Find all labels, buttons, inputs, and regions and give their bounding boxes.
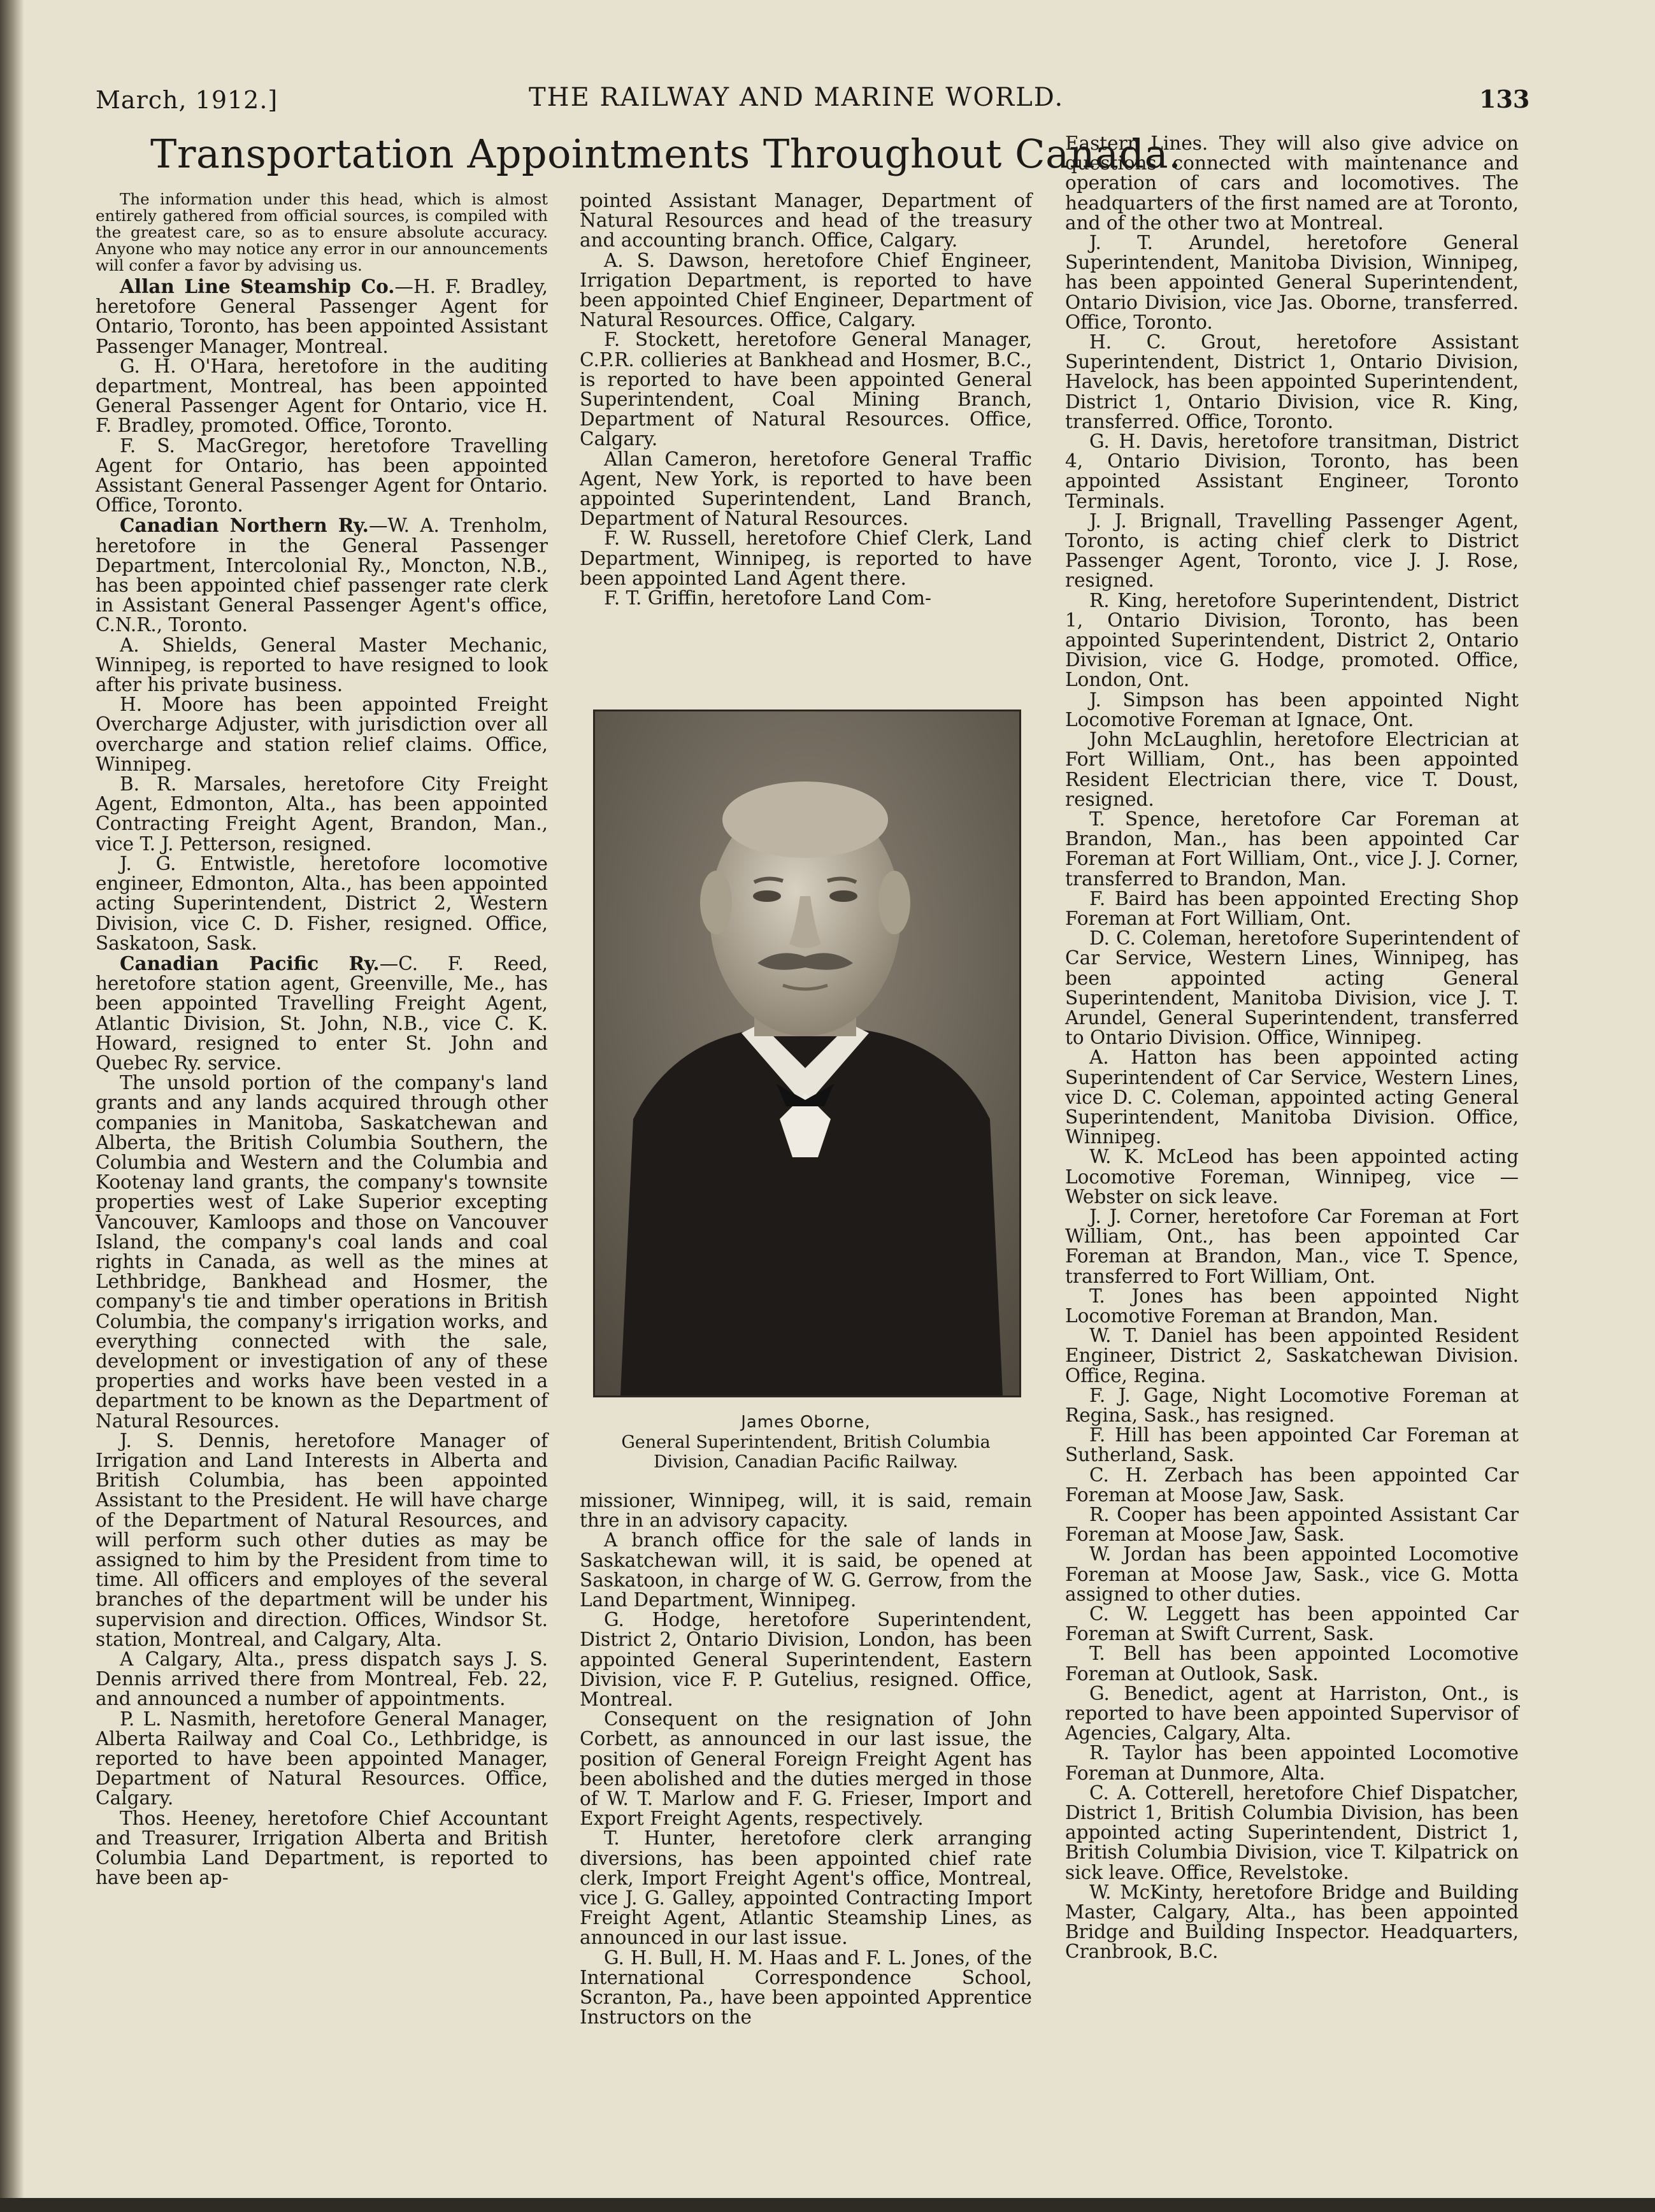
paragraph-text: W. McKinty, heretofore Bridge and Building Master, Calgary, Alta., has been appointed Bridge and Building Inspector. Headquarters, Cranbrook, B.C. xyxy=(1065,1881,1519,1963)
paragraph xyxy=(1065,591,1519,690)
paragraph xyxy=(580,589,1032,608)
paragraph-text: Consequent on the resignation of John Corbett, as announced in our last issue, the position of General Foreign Freight Agent has been abolished and the duties merged in those of W. T. Marlow and F. G. Frieser, Import and Export Freight Agents, respectively. xyxy=(580,1708,1032,1830)
paragraph xyxy=(96,695,548,774)
paragraph xyxy=(1065,929,1519,1048)
section-heading: Allan Line Steamship Co. xyxy=(120,275,395,297)
paragraph-text: W. T. Daniel has been appointed Resident Engineer, District 2, Saskatchewan Division. Office, Regina. xyxy=(1065,1325,1519,1387)
paragraph xyxy=(580,1491,1032,1531)
paragraph-text: H. C. Grout, heretofore Assistant Superintendent, District 1, Ontario Division, Havelock, has been appointed Superintendent, District 1, Ontario Division, vice R. King, transferred. Office, Toronto. xyxy=(1065,331,1519,432)
paragraph-text: G. Hodge, heretofore Superintendent, District 2, Ontario Division, London, has been appointed General Superintendent, Eastern Division, vice F. P. Gutelius, resigned. Office, Montreal. xyxy=(580,1609,1032,1711)
paragraph xyxy=(96,515,548,635)
paragraph-text: —H. F. Bradley, heretofore General Passenger Agent for Ontario, Toronto, has been appointed Assistant Passenger Manager, Montreal. xyxy=(96,276,548,357)
paragraph xyxy=(96,436,548,516)
paragraph-text: C. A. Cotterell, heretofore Chief Dispatcher, District 1, British Columbia Division, has been appointed acting Superintendent, District 1, British Columbia Division, vice T. Kilpatrick on sick leave. Office, Revelstoke. xyxy=(1065,1781,1519,1883)
paragraph xyxy=(96,1650,548,1709)
header-date: March, 1912.] xyxy=(96,86,278,114)
paragraph-text: Allan Cameron, heretofore General Traffic Agent, New York, is reported to have been appointed Superintendent, Land Branch, Department of Natural Resources. xyxy=(580,448,1032,530)
paragraph xyxy=(96,276,548,357)
paragraph-text: G. H. Davis, heretofore transitman, District 4, Ontario Division, Toronto, has been appointed Assistant Engineer, Toronto Terminals. xyxy=(1065,431,1519,512)
section-heading: Canadian Northern Ry. xyxy=(120,514,369,537)
paragraph xyxy=(1065,233,1519,332)
paragraph xyxy=(1065,1147,1519,1207)
paragraph-text: B. R. Marsales, heretofore City Freight Agent, Edmonton, Alta., has been appointed Contracting Freight Agent, Brandon, Man., vice T. J. Petterson, resigned. xyxy=(96,773,548,855)
paragraph-text: —W. A. Trenholm, heretofore in the General Passenger Department, Intercolonial Ry., Moncton, N.B., has been appointed chief passenger rate clerk in Assistant General Passenger Agent's office, C.N.R., Toronto. xyxy=(96,515,548,636)
paragraph xyxy=(580,251,1032,331)
paragraph-text: T. Spence, heretofore Car Foreman at Brandon, Man., has been appointed Car Foreman at Fort William, Ont., vice J. J. Corner, transferred to Brandon, Man. xyxy=(1065,808,1519,890)
paragraph-text: A. S. Dawson, heretofore Chief Engineer, Irrigation Department, is reported to have been appointed Chief Engineer, Department of Natural Resources. Office, Calgary. xyxy=(580,249,1032,331)
paragraph-text: F. S. MacGregor, heretofore Travelling Agent for Ontario, has been appointed Assistant General Passenger Agent for Ontario. Office, Toronto. xyxy=(96,434,548,517)
paragraph xyxy=(96,1809,548,1888)
page-gutter-shadow xyxy=(0,0,24,2212)
column-2-bottom xyxy=(580,1491,1032,2027)
paragraph xyxy=(1065,1386,1519,1425)
paragraph-text: F. J. Gage, Night Locomotive Foreman at Regina, Sask., has resigned. xyxy=(1065,1384,1519,1426)
paragraph xyxy=(1065,134,1519,233)
column-1 xyxy=(96,191,548,1888)
paragraph xyxy=(96,357,548,436)
paragraph-text: H. Moore has been appointed Freight Overcharge Adjuster, with jurisdiction over all overcharge and station relief claims. Office, Winnipeg. xyxy=(96,694,548,775)
paragraph xyxy=(1065,690,1519,730)
caption-name: James Oborne, xyxy=(741,1413,871,1432)
column-3 xyxy=(1065,134,1519,1962)
paragraph-text: J. Simpson has been appointed Night Locomotive Foreman at Ignace, Ont. xyxy=(1065,689,1519,731)
paragraph-text: pointed Assistant Manager, Department of Natural Resources and head of the treasury and accounting branch. Office, Calgary. xyxy=(580,190,1032,252)
caption-title-line-2: Division, Canadian Pacific Railway. xyxy=(654,1452,958,1472)
section-heading: Canadian Pacific Ry. xyxy=(120,952,380,974)
paragraph-text: Thos. Heeney, heretofore Chief Accountant and Treasurer, Irrigation Alberta and British Columbia Land Department, is reported to have been ap- xyxy=(96,1807,548,1889)
paragraph xyxy=(1065,432,1519,511)
paragraph-text: P. L. Nasmith, heretofore General Manager, Alberta Railway and Coal Co., Lethbridge, is reported to have been appointed Manager, Department of Natural Resources. Office, Calgary. xyxy=(96,1708,548,1809)
paragraph xyxy=(580,1948,1032,2028)
portrait-photo xyxy=(593,710,1021,1397)
paragraph-text: A Calgary, Alta., press dispatch says J. S. Dennis arrived there from Montreal, Feb. 22, and announced a number of appointments. xyxy=(96,1648,548,1710)
paragraph-text: The unsold portion of the company's land grants and any lands acquired through other companies in Manitoba, Saskatchewan and Alberta, the British Columbia Southern, the Columbia and Western and the Columbia and Kootenay land grants, the company's townsite properties west of Lake Superior excepting Vancouver, Kamloops and those on Vancouver Island, the company's coal lands and coal rights in Canada, as well as the mines at Lethbridge, Bankhead and Hosmer, the company's tie and timber operations in British Columbia, the company's irrigation works, and everything connected with the sale, development or investigation of any of these properties and works have been vested in a department to be known as the Department of Natural Resources. xyxy=(96,1072,548,1432)
paragraph-text: R. King, heretofore Superintendent, District 1, Ontario Division, Toronto, has been appointed Superintendent, District 2, Ontario Division, vice G. Hodge, promoted. Office, London, Ont. xyxy=(1065,589,1519,691)
paragraph xyxy=(1065,511,1519,591)
paragraph-text: D. C. Coleman, heretofore Superintendent of Car Service, Western Lines, Winnipeg, has been appointed acting General Superintendent, Manitoba Division, vice J. T. Arundel, General Superintendent, transferred to Ontario Division. Office, Winnipeg. xyxy=(1065,927,1519,1049)
paragraph xyxy=(1065,1048,1519,1147)
intro-note: The information under this head, which is almost entirely gathered from official sources, is compiled with the greatest care, so as to ensure absolute accuracy. Anyone who may notice any error in our announcements will confer a favor by advising us. xyxy=(96,190,548,275)
paragraph-text: F. Hill has been appointed Car Foreman at Sutherland, Sask. xyxy=(1065,1424,1519,1466)
paragraph xyxy=(96,1709,548,1809)
paragraph-text: G. H. Bull, H. M. Haas and F. L. Jones, of the International Correspondence School, Scranton, Pa., have been appointed Apprentice Instructors on the xyxy=(580,1946,1032,2029)
paragraph-text: T. Bell has been appointed Locomotive Foreman at Outlook, Sask. xyxy=(1065,1643,1519,1685)
paragraph-text: G. H. O'Hara, heretofore in the auditing department, Montreal, has been appointed General Passenger Agent for Ontario, vice H. F. Bradley, promoted. Office, Toronto. xyxy=(96,355,548,437)
paragraph-text: C. H. Zerbach has been appointed Car Foreman at Moose Jaw, Sask. xyxy=(1065,1464,1519,1506)
paragraph-text: R. Taylor has been appointed Locomotive Foreman at Dunmore, Alta. xyxy=(1065,1742,1519,1784)
paragraph-text: T. Hunter, heretofore clerk arranging diversions, has been appointed chief rate clerk, Import Freight Agent's office, Montreal, vice J. G. Galley, appointed Contracting Import Freight Agent, Atlantic Steamship Lines, as announced in our last issue. xyxy=(580,1827,1032,1949)
paragraph xyxy=(1065,332,1519,432)
paragraph xyxy=(580,1829,1032,1948)
column-1-body xyxy=(96,276,548,1888)
paragraph-text: W. Jordan has been appointed Locomotive Foreman at Moose Jaw, Sask., vice G. Motta assigned to other duties. xyxy=(1065,1543,1519,1605)
paragraph-text: A. Hatton has been appointed acting Superintendent of Car Service, Western Lines, vice D. C. Coleman, appointed acting General Superintendent, Manitoba Division. Office, Winnipeg. xyxy=(1065,1046,1519,1148)
paragraph xyxy=(96,1073,548,1431)
article-title: Transportation Appointments Throughout Canada. xyxy=(150,131,1182,177)
paragraph xyxy=(1065,730,1519,810)
paragraph-text: J. T. Arundel, heretofore General Superintendent, Manitoba Division, Winnipeg, has been appointed General Superintendent, Ontario Division, vice Jas. Oborne, transferred. Office, Toronto. xyxy=(1065,232,1519,333)
paragraph xyxy=(1065,1604,1519,1644)
paragraph xyxy=(1065,1466,1519,1505)
paragraph-text: Eastern Lines. They will also give advice on questions connected with maintenance and operation of cars and locomotives. The headquarters of the first named are at Toronto, and of the other two at Montreal. xyxy=(1065,132,1519,234)
paragraph-text: John McLaughlin, heretofore Electrician at Fort William, Ont., has been appointed Resident Electrician there, vice T. Doust, resigned. xyxy=(1065,729,1519,810)
paragraph xyxy=(96,1431,548,1650)
paragraph xyxy=(580,330,1032,449)
paragraph xyxy=(580,529,1032,589)
paragraph xyxy=(580,1610,1032,1709)
column-3-body xyxy=(1065,134,1519,1962)
paragraph xyxy=(1065,1505,1519,1545)
paragraph xyxy=(580,1531,1032,1610)
paragraph xyxy=(1065,889,1519,929)
paragraph xyxy=(1065,1883,1519,1962)
paragraph xyxy=(1065,1684,1519,1744)
column-2-top xyxy=(580,191,1032,608)
paragraph-text: J. G. Entwistle, heretofore locomotive engineer, Edmonton, Alta., has been appointed acting Superintendent, District 2, Western Division, vice C. D. Fisher, resigned. Office, Saskatoon, Sask. xyxy=(96,852,548,954)
journal-title: THE RAILWAY AND MARINE WORLD. xyxy=(529,83,1064,112)
paragraph-text: F. T. Griffin, heretofore Land Com- xyxy=(604,587,931,610)
photo-caption xyxy=(577,1413,1035,1472)
paragraph xyxy=(1065,1326,1519,1386)
paragraph-text: F. W. Russell, heretofore Chief Clerk, Land Department, Winnipeg, is reported to have been appointed Land Agent there. xyxy=(580,527,1032,589)
paragraph-text: F. Baird has been appointed Erecting Shop Foreman at Fort William, Ont. xyxy=(1065,887,1519,929)
paragraph-text: T. Jones has been appointed Night Locomotive Foreman at Brandon, Man. xyxy=(1065,1285,1519,1327)
paragraph xyxy=(96,953,548,1073)
paragraph-text: W. K. McLeod has been appointed acting Locomotive Foreman, Winnipeg, vice — Webster on sick leave. xyxy=(1065,1146,1519,1208)
paragraph xyxy=(1065,1207,1519,1287)
paragraph xyxy=(96,854,548,953)
paragraph xyxy=(1065,810,1519,889)
paragraph-text: J. S. Dennis, heretofore Manager of Irrigation and Land Interests in Alberta and British Columbia, has been appointed Assistant to the President. He will have charge of the Department of Natural Resources, and will perform such other duties as may be assigned to him by the President from time to time. All officers and employes of the several branches of the department will be under his supervision and direction. Offices, Windsor St. station, Montreal, and Calgary, Alta. xyxy=(96,1429,548,1650)
paragraph xyxy=(96,636,548,696)
column-2-bottom-body xyxy=(580,1491,1032,2027)
paragraph xyxy=(1065,1425,1519,1465)
paragraph xyxy=(1065,1545,1519,1604)
column-2-top-body xyxy=(580,191,1032,608)
paragraph-text: J. J. Brignall, Travelling Passenger Agent, Toronto, is acting chief clerk to District Passenger Agent, Toronto, vice J. J. Rose, resigned. xyxy=(1065,510,1519,592)
portrait-image xyxy=(595,711,1019,1395)
paragraph-text: J. J. Corner, heretofore Car Foreman at Fort William, Ont., has been appointed Car Foreman at Brandon, Man., vice T. Spence, transferred to Fort William, Ont. xyxy=(1065,1205,1519,1287)
paragraph xyxy=(96,774,548,854)
paragraph xyxy=(580,450,1032,529)
paragraph xyxy=(1065,1287,1519,1326)
paragraph-text: G. Benedict, agent at Harriston, Ont., is reported to have been appointed Supervisor of Agencies, Calgary, Alta. xyxy=(1065,1682,1519,1745)
paragraph-text: F. Stockett, heretofore General Manager, C.P.R. collieries at Bankhead and Hosmer, B.C., is reported to have been appointed General Superintendent, Coal Mining Branch, Department of Natural Resources. Office, Calgary. xyxy=(580,329,1032,450)
paragraph-text: R. Cooper has been appointed Assistant Car Foreman at Moose Jaw, Sask. xyxy=(1065,1504,1519,1546)
paragraph xyxy=(1065,1743,1519,1783)
paragraph xyxy=(580,1709,1032,1829)
paragraph-text: —C. F. Reed, heretofore station agent, Greenville, Me., has been appointed Travelling Freight Agent, Atlantic Division, St. John, N.B., vice C. K. Howard, resigned to enter St. John and Quebec Ry. service. xyxy=(96,952,548,1074)
page-bottom-edge xyxy=(0,2198,1655,2212)
page-number: 133 xyxy=(1479,85,1530,113)
paragraph-text: A. Shields, General Master Mechanic, Winnipeg, is reported to have resigned to look after his private business. xyxy=(96,634,548,696)
caption-title-line-1: General Superintendent, British Columbia xyxy=(621,1432,991,1452)
paragraph xyxy=(1065,1783,1519,1883)
paragraph xyxy=(1065,1644,1519,1683)
paragraph-text: C. W. Leggett has been appointed Car Foreman at Swift Current, Sask. xyxy=(1065,1603,1519,1645)
paragraph-text: A branch office for the sale of lands in Saskatchewan will, it is said, be opened at Saskatoon, in charge of W. G. Gerrow, from the Land Department, Winnipeg. xyxy=(580,1529,1032,1611)
paragraph-text: missioner, Winnipeg, will, it is said, remain thre in an advisory capacity. xyxy=(580,1490,1032,1532)
paragraph xyxy=(580,191,1032,251)
